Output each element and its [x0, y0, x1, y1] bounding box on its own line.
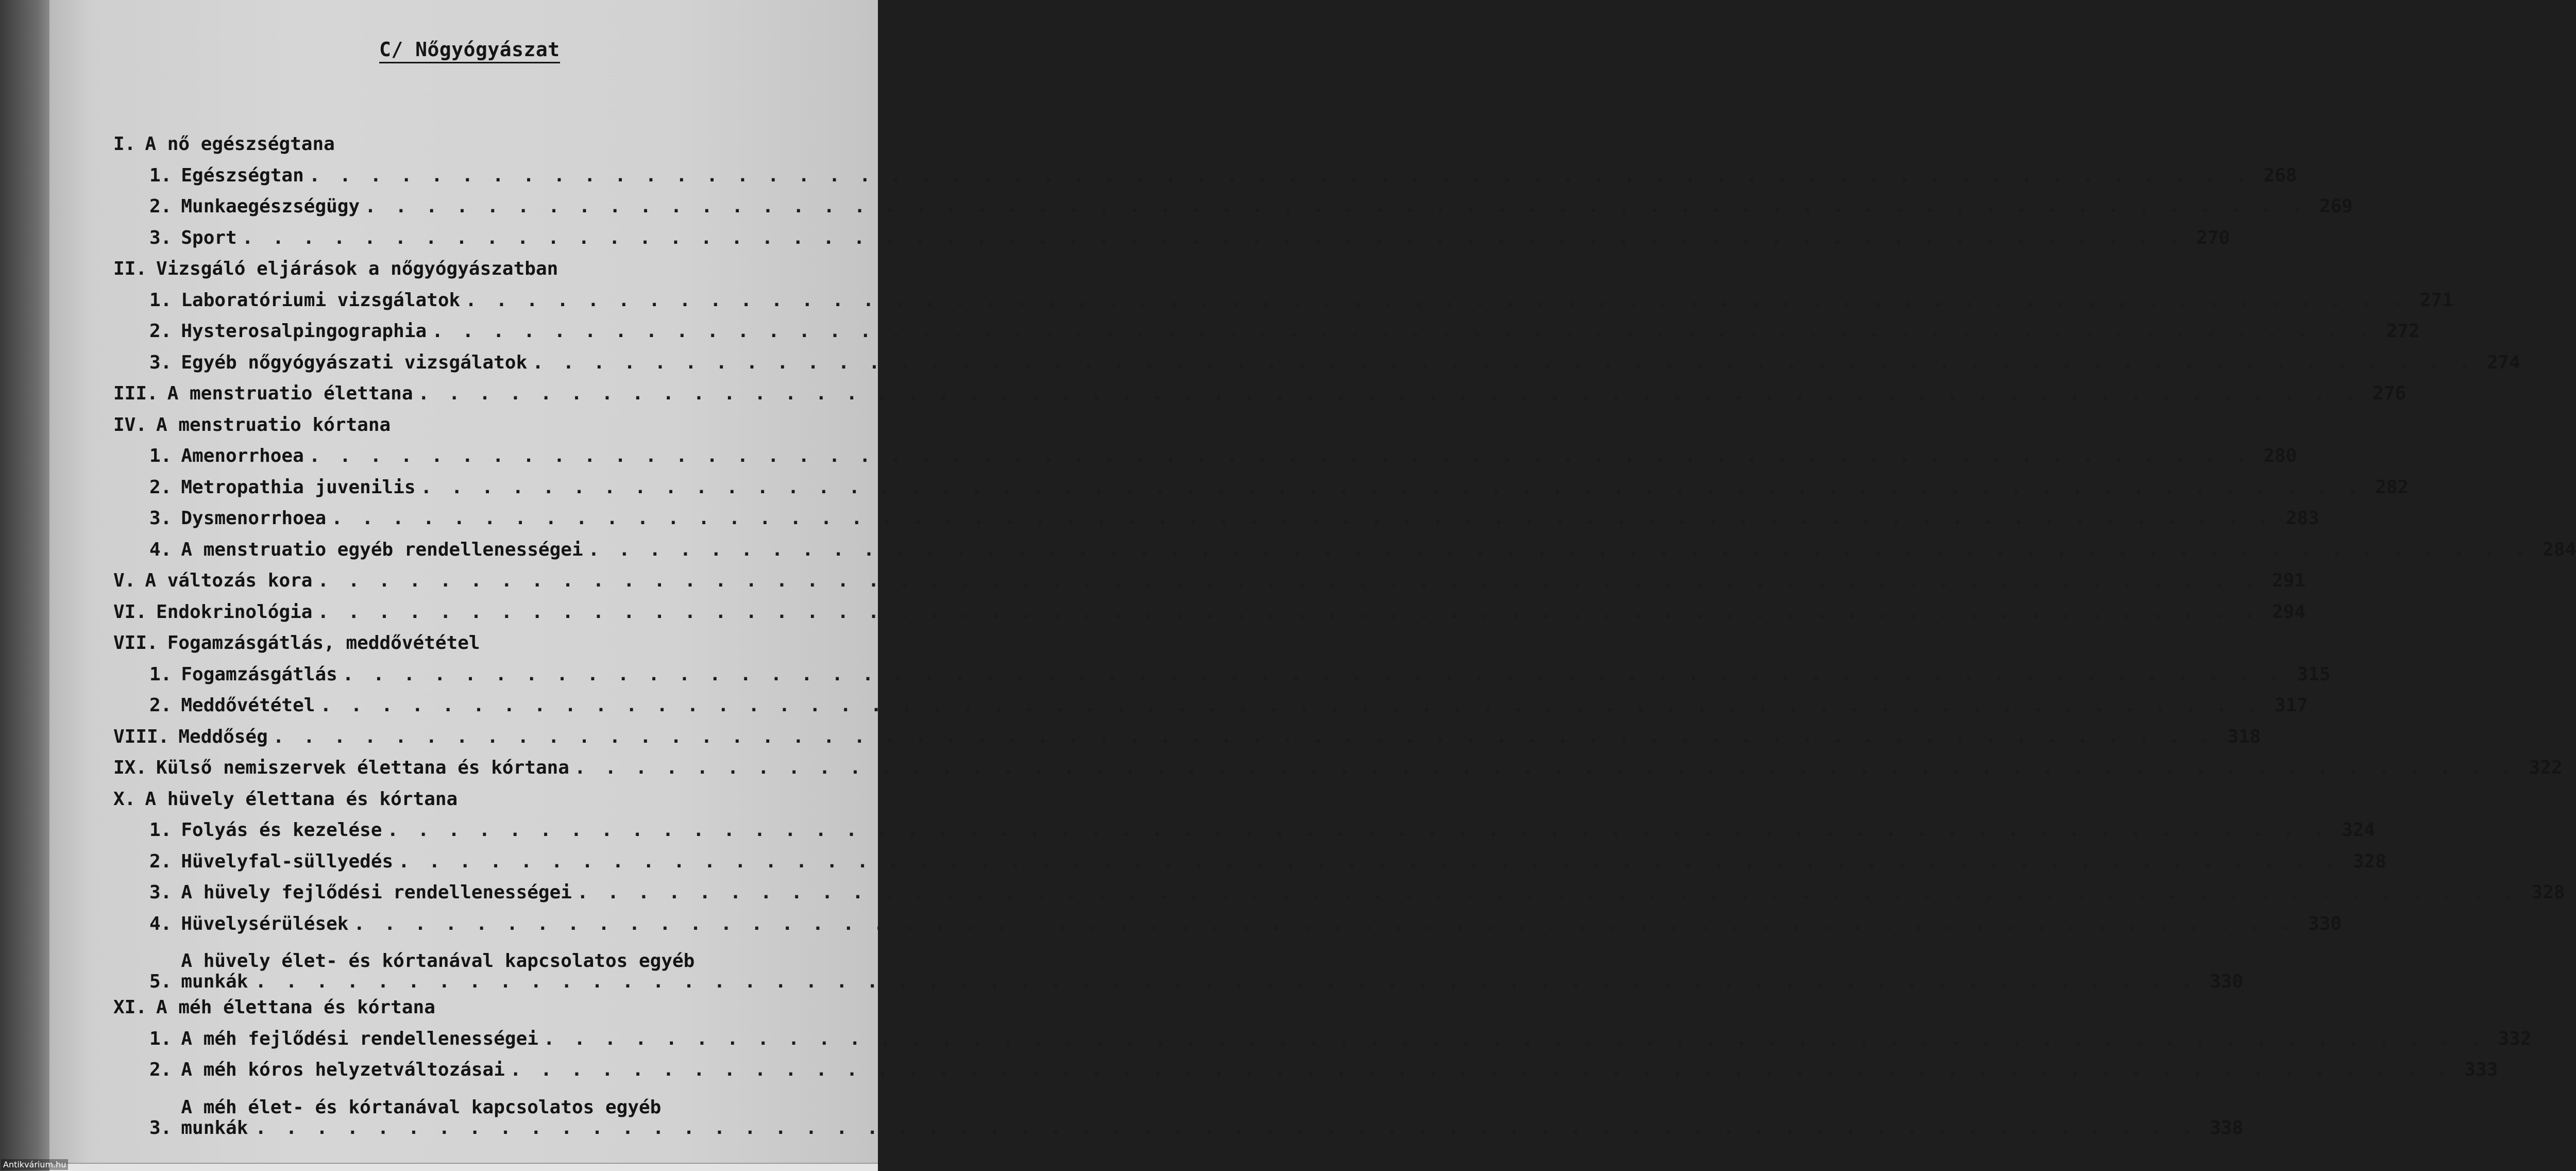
- toc-entry-number: VI.: [113, 601, 147, 623]
- toc-entry-number: I.: [113, 133, 136, 155]
- toc-entry-number: 4.: [149, 913, 172, 934]
- toc-entry: [113, 628, 902, 659]
- dot-leader: [242, 223, 2184, 254]
- toc-entry: [113, 191, 2353, 223]
- toc-entry-number: 1.: [149, 663, 172, 685]
- dot-leader: [353, 909, 2295, 940]
- toc-entry-page: 318: [2227, 726, 2261, 747]
- toc-entry-page: 315: [2297, 663, 2331, 685]
- toc-entry-number: III.: [113, 383, 158, 404]
- dot-leader: [577, 877, 2519, 908]
- toc-entry: [113, 160, 2297, 192]
- toc-entry-title: A méh fejlődési rendellenességei: [181, 1028, 538, 1049]
- toc-entry-title: Sport: [181, 227, 237, 248]
- dot-leader: [320, 690, 2262, 721]
- toc-entry-page: 317: [2275, 695, 2309, 716]
- toc-entry-number: II.: [113, 258, 147, 279]
- dot-leader: [309, 160, 2251, 191]
- table-of-contents: [113, 129, 2576, 1139]
- toc-entry-title: A hüvely fejlődési rendellenességei: [181, 882, 572, 903]
- toc-entry-page: 328: [2531, 882, 2565, 903]
- toc-entry-page: 330: [2209, 971, 2243, 992]
- toc-entry: [113, 1086, 2243, 1139]
- toc-entry-number: 2.: [149, 695, 172, 716]
- toc-entry-number: 2.: [149, 321, 172, 342]
- dot-leader: [273, 722, 2215, 752]
- toc-entry: [113, 316, 2420, 347]
- dot-leader: [255, 1118, 2197, 1139]
- dot-leader: [544, 1024, 2485, 1055]
- toc-entry: [113, 410, 902, 441]
- toc-entry-number: 1.: [149, 445, 172, 466]
- toc-entry-title: Vizsgáló eljárások a nőgyógyászatban: [156, 258, 558, 279]
- toc-entry-page: 332: [2498, 1028, 2532, 1049]
- toc-entry-page: 268: [2263, 164, 2297, 186]
- dot-leader: [387, 815, 2329, 846]
- toc-entry-page: 330: [2308, 913, 2342, 934]
- toc-entry-number: XI.: [113, 997, 147, 1018]
- dot-leader: [331, 503, 2273, 534]
- toc-entry-page: 282: [2375, 476, 2409, 498]
- toc-entry-title-continued: munkák: [181, 1117, 248, 1139]
- toc-entry: [113, 254, 902, 285]
- toc-entry-number: 3.: [149, 352, 172, 373]
- toc-entry-page: 284: [2543, 539, 2576, 560]
- dot-leader: [255, 972, 2197, 992]
- dot-leader: [465, 285, 2407, 316]
- dot-leader: [588, 534, 2530, 565]
- toc-entry: [113, 659, 2331, 691]
- toc-entry-number: IX.: [113, 757, 147, 778]
- toc-entry-title: Laboratóriumi vizsgálatok: [181, 289, 461, 311]
- toc-entry-number: 2.: [149, 196, 172, 217]
- toc-entry-title: A méh élettana és kórtana: [156, 997, 435, 1018]
- toc-entry-number: VIII.: [113, 726, 170, 747]
- toc-entry-title: Egyéb nőgyógyászati vizsgálatok: [181, 352, 528, 373]
- toc-entry-page: 272: [2386, 321, 2420, 342]
- toc-entry: [113, 441, 2297, 472]
- toc-entry-page: 324: [2342, 819, 2376, 841]
- toc-entry-page: 280: [2263, 445, 2297, 466]
- toc-entry-page: 283: [2285, 508, 2319, 529]
- toc-entry-number: V.: [113, 570, 136, 591]
- toc-entry: [113, 347, 2520, 379]
- toc-entry-number: VII.: [113, 632, 158, 654]
- toc-entry-title: Endokrinológia: [156, 601, 313, 623]
- toc-entry: [113, 534, 2576, 566]
- toc-entry: [113, 1024, 2532, 1055]
- toc-entry: [113, 1055, 2498, 1086]
- toc-entry-number: 4.: [149, 539, 172, 560]
- toc-entry: [113, 722, 2261, 753]
- toc-entry-title: Dysmenorrhoea: [181, 508, 327, 529]
- toc-entry-page: 338: [2209, 1117, 2243, 1139]
- toc-entry: [113, 285, 2453, 316]
- toc-entry-title: A méh élet- és kórtanával kapcsolatos egyéb: [181, 1096, 662, 1118]
- toc-entry-page: 294: [2272, 601, 2306, 623]
- toc-entry-title: Fogamzásgátlás: [181, 663, 337, 685]
- toc-entry-page: 271: [2419, 289, 2453, 311]
- toc-entry-title: A nő egészségtana: [145, 133, 335, 155]
- toc-entry-number: X.: [113, 788, 136, 810]
- toc-entry: [113, 565, 2306, 597]
- toc-entry: [113, 815, 2376, 846]
- toc-entry-title: Amenorrhoea: [181, 445, 304, 466]
- toc-entry-title: Folyás és kezelése: [181, 819, 382, 841]
- toc-entry-number: 1.: [149, 164, 172, 186]
- dot-leader: [421, 472, 2363, 503]
- toc-entry-page: 328: [2352, 850, 2386, 872]
- book-spine: [0, 0, 49, 1171]
- toc-entry: [113, 472, 2409, 504]
- toc-entry-number: 5.: [149, 971, 172, 992]
- page-edge: [49, 1163, 878, 1171]
- toc-entry: [113, 940, 2243, 992]
- dot-leader: [309, 441, 2251, 472]
- toc-entry: [113, 752, 2563, 784]
- toc-entry-number: IV.: [113, 414, 147, 436]
- toc-entry-title: A menstruatio kórtana: [156, 414, 391, 436]
- toc-entry-title: Egészségtan: [181, 164, 304, 186]
- toc-entry-page: 270: [2196, 227, 2230, 248]
- toc-entry: [113, 992, 902, 1024]
- toc-entry: [113, 503, 2319, 534]
- toc-entry: [113, 223, 2230, 254]
- dot-leader: [398, 846, 2340, 877]
- toc-entry-page: 291: [2272, 570, 2306, 591]
- toc-entry-title: A hüvely élet- és kórtanával kapcsolatos egyéb: [181, 950, 695, 972]
- toc-entry-title: A méh kóros helyzetváltozásai: [181, 1059, 505, 1080]
- toc-entry: [113, 909, 2342, 940]
- section-heading: C/ Nőgyógyászat: [379, 38, 560, 63]
- dot-leader: [418, 378, 2360, 409]
- dot-leader: [365, 191, 2307, 222]
- toc-entry-title: A hüvely élettana és kórtana: [145, 788, 458, 810]
- toc-entry-title: A menstruatio egyéb rendellenességei: [181, 539, 583, 560]
- toc-entry-title: Munkaegészségügy: [181, 196, 360, 217]
- toc-entry-page: 269: [2319, 196, 2353, 217]
- toc-entry: [113, 846, 2386, 878]
- toc-entry-number: 2.: [149, 1059, 172, 1080]
- toc-entry-title: Meddőség: [178, 726, 268, 747]
- toc-entry: [113, 378, 2406, 410]
- toc-entry-title: A változás kora: [145, 570, 313, 591]
- toc-entry-title: Külső nemiszervek élettana és kórtana: [156, 757, 569, 778]
- toc-entry-number: 1.: [149, 289, 172, 311]
- toc-entry: [113, 597, 2306, 628]
- toc-entry-title: Meddővététel: [181, 695, 315, 716]
- toc-entry-number: 1.: [149, 819, 172, 841]
- dot-leader: [343, 659, 2284, 690]
- toc-entry-title: Hüvelysérülések: [181, 913, 349, 934]
- toc-entry: [113, 877, 2565, 909]
- toc-entry-number: 3.: [149, 1117, 172, 1139]
- toc-entry-page: 333: [2464, 1059, 2498, 1080]
- dot-leader: [510, 1055, 2452, 1085]
- toc-entry-title: Metropathia juvenilis: [181, 476, 416, 498]
- toc-entry: [113, 690, 2309, 722]
- toc-entry-title-continued: munkák: [181, 971, 248, 992]
- toc-entry-number: 2.: [149, 850, 172, 872]
- toc-entry: [113, 784, 902, 815]
- toc-entry-number: 3.: [149, 508, 172, 529]
- toc-entry-page: 276: [2372, 383, 2406, 404]
- watermark-label: Antikvárium.hu: [1, 1159, 68, 1170]
- dot-leader: [432, 316, 2374, 347]
- dot-leader: [574, 752, 2516, 783]
- toc-entry-title: Hüvelyfal-süllyedés: [181, 850, 394, 872]
- toc-entry-page: 322: [2529, 757, 2563, 778]
- toc-entry-number: 3.: [149, 227, 172, 248]
- toc-entry: [113, 129, 902, 160]
- toc-entry-number: 1.: [149, 1028, 172, 1049]
- toc-entry-number: 3.: [149, 882, 172, 903]
- toc-entry-title: A menstruatio élettana: [167, 383, 413, 404]
- book-page: [49, 0, 2576, 1171]
- dot-leader: [532, 347, 2474, 378]
- dot-leader: [317, 565, 2259, 596]
- toc-entry-number: 2.: [149, 476, 172, 498]
- toc-entry-page: 274: [2486, 352, 2520, 373]
- dot-leader: [317, 597, 2259, 628]
- toc-entry-title: Hysterosalpingographia: [181, 321, 427, 342]
- toc-entry-title: Fogamzásgátlás, meddővététel: [167, 632, 480, 654]
